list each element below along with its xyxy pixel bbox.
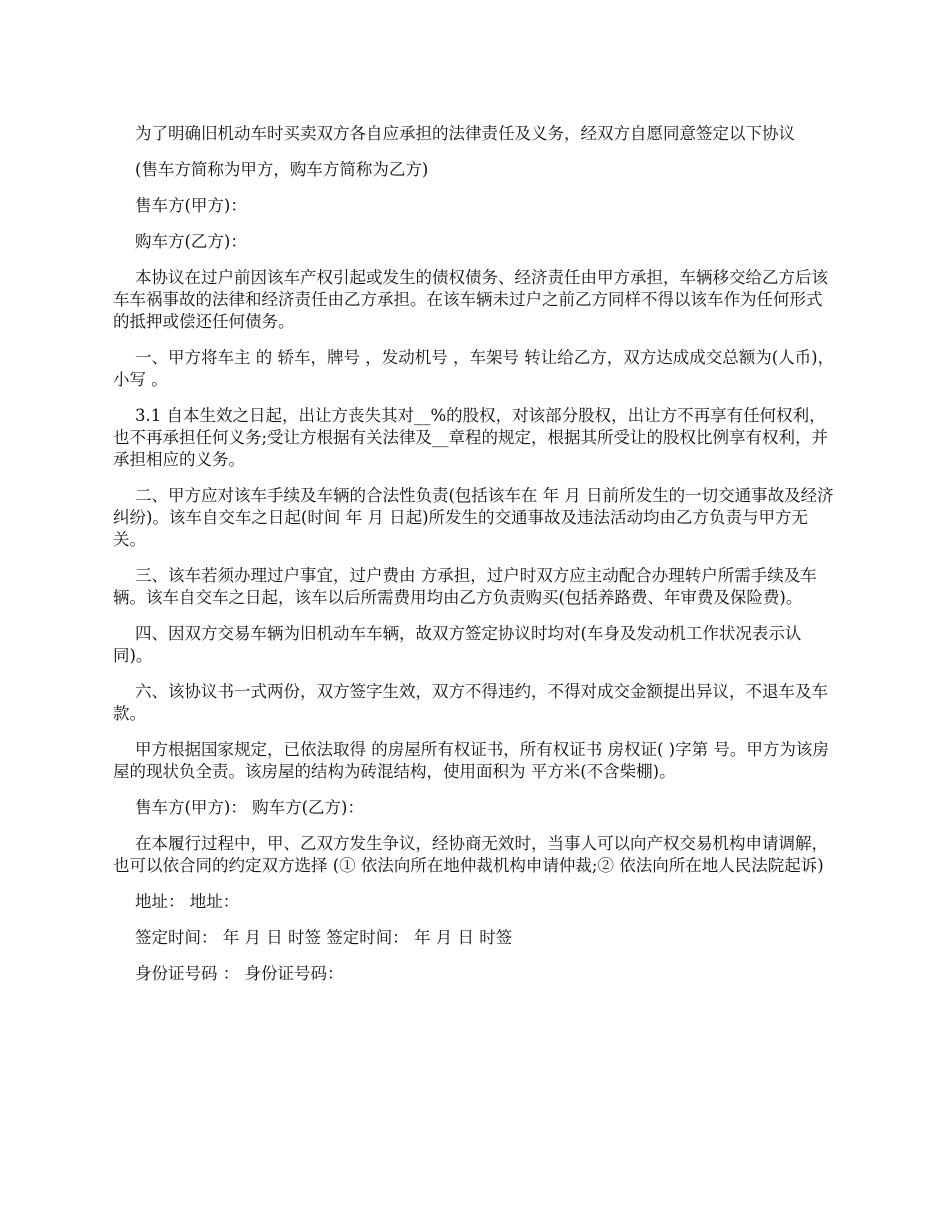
paragraph-address: 地址： 地址： xyxy=(135,892,240,911)
paragraph-sign-date: 签定时间： 年 月 日 时签 签定时间： 年 月 日 时签 xyxy=(135,928,513,947)
paragraph-signature-parties: 售车方(甲方)： 购车方(乙方)： xyxy=(135,798,364,817)
paragraph-clause-1: 一、甲方将车主 的 轿车，牌号 ，发动机号 ，车架号 转让给乙方，双方达成成交总额为(人币)，小写 。 xyxy=(113,348,835,389)
document-body xyxy=(113,123,838,999)
paragraph-buyer-label: 购车方(乙方)： xyxy=(135,232,247,251)
paragraph-dispute: 在本履行过程中，甲、乙双方发生争议，经协商无效时，当事人可以向产权交易机构申请调解，也可以依合同的约定双方选择 (① 依法向所在地仲裁机构申请仲裁;② 依法向所在地人民法院起诉) xyxy=(113,834,828,875)
paragraph-id-number: 身份证号码 ： 身份证号码： xyxy=(135,964,344,983)
paragraph-liability: 本协议在过户前因该车产权引起或发生的债权债务、经济责任由甲方承担，车辆移交给乙方后该车车祸事故的法律和经济责任由乙方承担。在该车辆未过户之前乙方同样不得以该车作为任何形式的抵押或偿还任何债务。 xyxy=(113,268,828,331)
paragraph-clause-4: 四、因双方交易车辆为旧机动车车辆，故双方签定协议时均对(车身及发动机工作状况表示认同)。 xyxy=(113,624,802,665)
paragraph-clause-3: 三、该车若须办理过户事宜，过户费由 方承担，过户时双方应主动配合办理转户所需手续及车辆。该车自交车之日起，该车以后所需费用均由乙方负责购买(包括养路费、年审费及保险费)。 xyxy=(113,566,817,607)
paragraph-clause-6: 六、该协议书一式两份，双方签字生效，双方不得违约，不得对成交金额提出异议，不退车及车款。 xyxy=(113,682,828,723)
paragraph-property: 甲方根据国家规定，已依法取得 的房屋所有权证书，所有权证书 房权证( )字第 号。甲方为该房屋的现状负全责。该房屋的结构为砖混结构，使用面积为 平方米(不含柴棚)。 xyxy=(113,740,829,781)
paragraph-party-abbreviations: (售车方简称为甲方，购车方简称为乙方) xyxy=(135,160,429,179)
paragraph-preamble: 为了明确旧机动车时买卖双方各自应承担的法律责任及义务，经双方自愿同意签定以下协议 xyxy=(135,124,795,143)
paragraph-clause-3-1: 3.1 自本生效之日起，出让方丧失其对__%的股权，对该部分股权，出让方不再享有任何权利，也不再承担任何义务;受让方根据有关法律及__章程的规定，根据其所受让的股权比例享有权利，并承担相应的义务。 xyxy=(113,406,829,469)
paragraph-seller-label: 售车方(甲方)： xyxy=(135,196,247,215)
paragraph-clause-2: 二、甲方应对该车手续及车辆的合法性负责(包括该车在 年 月 日前所发生的一切交通事故及经济纠纷)。该车自交车之日起(时间 年 月 日起)所发生的交通事故及违法活动均由乙方负责与甲方无关。 xyxy=(113,486,834,549)
